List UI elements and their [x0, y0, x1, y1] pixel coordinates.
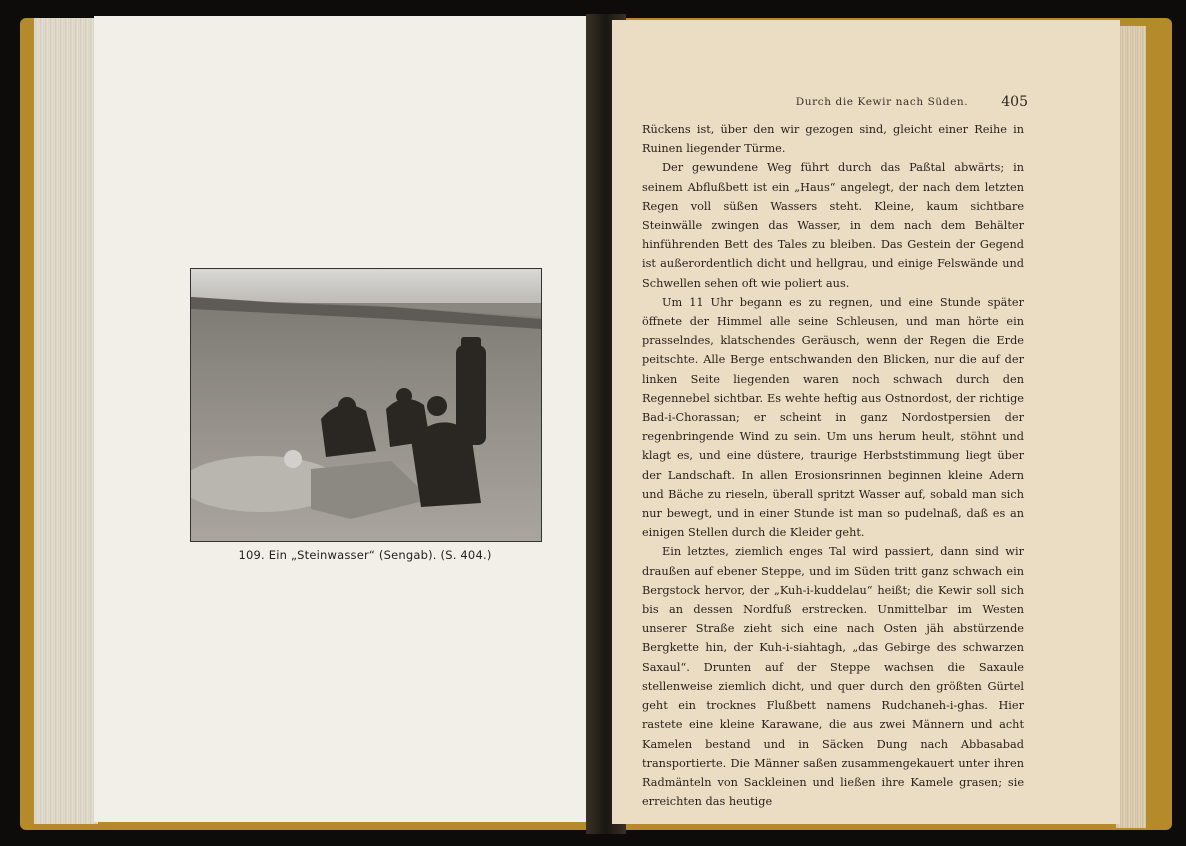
left-page-edges [34, 18, 98, 824]
figure-photo [190, 268, 542, 542]
figure-caption: 109. Ein „Steinwasser“ (Sengab). (S. 404.) [238, 548, 492, 562]
right-page-edges [1116, 26, 1146, 828]
body-text [642, 120, 1024, 811]
paragraph: Rückens ist, über den wir gezogen sind, gleicht einer Reihe in Ruinen liegender Türme. [642, 123, 1024, 156]
paragraph: Ein letztes, ziemlich enges Tal wird passiert, dann sind wir draußen auf ebener Steppe, und im Süden tritt ganz schwach ein Bergstock hervor, der „Kuh-i-kuddelau“ heißt; die Kewir soll sich bis an dessen Nordfuß erstrecken. Unmittelbar im Westen unserer Straße zieht sich eine nach Osten jäh abstürzende Bergkette hin, der Kuh-i-siahtagh, „das Gebirge des schwarzen Saxaul“. Drunten auf der Steppe wachsen die Saxaule stellenweise ziemlich dicht, und quer durch den größten Gürtel geht ein trocknes Flußbett namens Rudchaneh-i-ghas. Hier rastete eine kleine Karawane, die aus zwei Männern und acht Kamelen bestand und in Säcken Dung nach Abbasabad transportierte. Die Männer saßen zusammengekauert unter ihren Radmänteln von Sackleinen und ließen ihre Kamele grasen; sie erreichten das heutige [642, 545, 1024, 809]
paragraph: Der gewundene Weg führt durch das Paßtal abwärts; in seinem Abflußbett ist ein „Haus“ angelegt, der nach dem letzten Regen voll süßen Wassers steht. Kleine, kaum sichtbare Steinwälle zwingen das Wasser, in dem nach dem Behälter hinführenden Bett des Tales zu bleiben. Das Gestein der Gegend ist außerordentlich dicht und hellgrau, und einige Felswände und Schwellen sehen oft wie poliert aus. [642, 161, 1024, 290]
photo-illustration [191, 269, 541, 541]
page-number: 405 [1001, 94, 1028, 110]
left-page [94, 16, 598, 822]
right-page [612, 20, 1120, 824]
running-head: Durch die Kewir nach Süden. [795, 96, 969, 108]
paragraph: Um 11 Uhr begann es zu regnen, und eine Stunde später öffnete der Himmel alle seine Schleusen, und man hörte ein prasselndes, klatschendes Geräusch, wenn der Regen die Erde peitschte. Alle Berge entschwanden den Blicken, nur die auf der linken Seite liegenden waren noch schwach durch den Regennebel sichtbar. Es wehte heftig aus Ostnordost, der richtige Bad-i-Chorassan; er scheint in ganz Nordostpersien der regenbringende Wind zu sein. Um uns herum heult, stöhnt und klagt es, und eine düstere, traurige Herbststimmung liegt über der Landschaft. In allen Erosionsrinnen beginnen kleine Adern und Bäche zu rieseln, überall spritzt Wasser auf, sobald man sich nur bewegt, und in einer Stunde ist man so pudelnaß, daß es an einigen Stellen durch die Kleider geht. [642, 295, 1024, 540]
